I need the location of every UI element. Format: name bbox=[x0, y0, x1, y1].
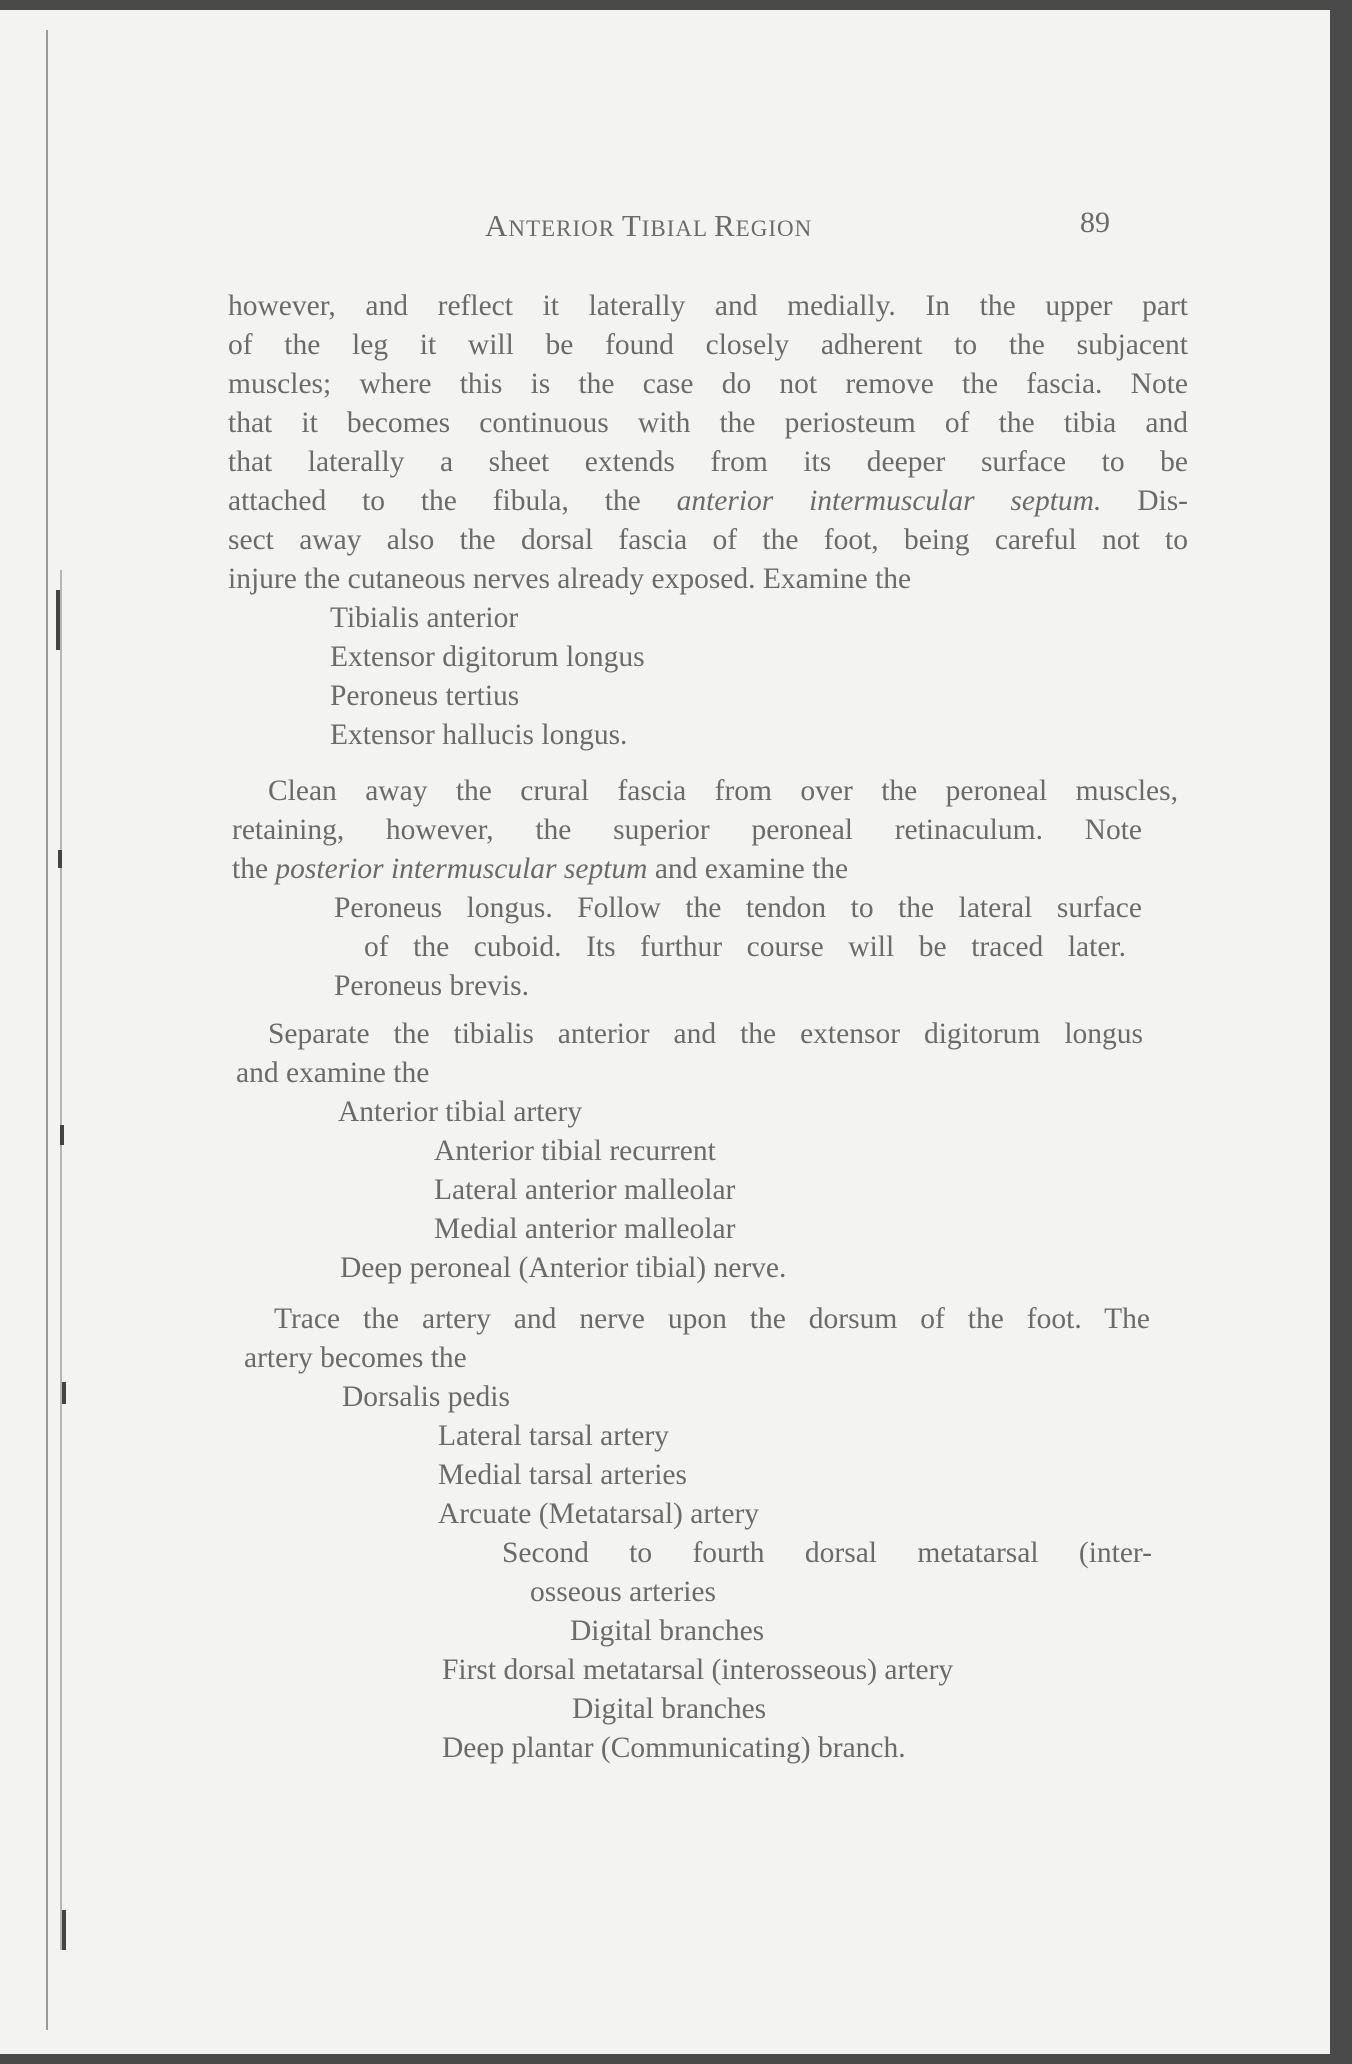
list-subitem: Medial anterior malleolar bbox=[434, 1213, 736, 1245]
paragraph-line: the posterior intermuscular septum and examine the bbox=[232, 853, 849, 885]
list-item: Tibialis anterior bbox=[330, 602, 519, 634]
paragraph-line: and examine the bbox=[236, 1057, 430, 1089]
list-subitem: Medial tarsal arteries bbox=[438, 1459, 687, 1491]
list-item: Dorsalis pedis bbox=[342, 1381, 510, 1413]
list-item: Extensor hallucis longus. bbox=[330, 719, 628, 751]
list-item: Anterior tibial artery bbox=[338, 1096, 583, 1128]
paragraph-line: muscles; where this is the case do not remove the fascia. Note bbox=[228, 368, 1188, 400]
list-subitem: Arcuate (Metatarsal) artery bbox=[438, 1498, 760, 1530]
list-subitem: Lateral tarsal artery bbox=[438, 1420, 669, 1452]
list-item: Peroneus brevis. bbox=[334, 970, 529, 1002]
running-head: ANTERIOR TIBIAL REGION bbox=[485, 208, 813, 243]
list-subsubitem: Digital branches bbox=[572, 1693, 767, 1725]
binding-edge-inner bbox=[60, 570, 62, 1950]
list-subsubsubitem: Digital branches bbox=[570, 1615, 765, 1647]
list-item: Extensor digitorum longus bbox=[330, 641, 645, 673]
paragraph-line: retaining, however, the superior peroneal retinaculum. Note bbox=[232, 814, 1142, 846]
list-subitem: First dorsal metatarsal (interosseous) artery bbox=[442, 1654, 954, 1686]
list-item: Peroneus longus. Follow the tendon to the lateral surface bbox=[334, 892, 1142, 924]
list-item: Peroneus tertius bbox=[330, 680, 520, 712]
binding-mark bbox=[62, 1910, 66, 1950]
list-subsubitem: Second to fourth dorsal metatarsal (inter- bbox=[502, 1537, 1152, 1569]
paragraph-line: that it becomes continuous with the periosteum of the tibia and bbox=[228, 407, 1188, 439]
paragraph-line: that laterally a sheet extends from its deeper surface to be bbox=[228, 446, 1188, 478]
page-number: 89 bbox=[1080, 206, 1110, 239]
binding-mark bbox=[56, 590, 60, 650]
list-item: Deep peroneal (Anterior tibial) nerve. bbox=[340, 1252, 787, 1284]
paragraph-line: artery becomes the bbox=[244, 1342, 467, 1374]
italic-term: posterior intermuscular septum bbox=[275, 853, 648, 885]
paragraph-line: attached to the fibula, the anterior intermuscular septum. Dis- bbox=[228, 485, 1188, 517]
paragraph-line: however, and reflect it laterally and medially. In the upper part bbox=[228, 290, 1188, 322]
paragraph-line: injure the cutaneous nerves already exposed. Examine the bbox=[228, 563, 912, 595]
list-subsubitem-continuation: osseous arteries bbox=[530, 1576, 716, 1608]
binding-edge bbox=[46, 30, 48, 2030]
list-subitem: Lateral anterior malleolar bbox=[434, 1174, 736, 1206]
binding-mark bbox=[60, 1125, 64, 1145]
book-page bbox=[0, 10, 1330, 2054]
paragraph-line: Trace the artery and nerve upon the dorsum of the foot. The bbox=[274, 1303, 1150, 1335]
binding-mark bbox=[58, 850, 62, 868]
paragraph-line: Separate the tibialis anterior and the extensor digitorum longus bbox=[268, 1018, 1143, 1050]
paragraph-line: Clean away the crural fascia from over the peroneal muscles, bbox=[268, 775, 1178, 807]
list-subitem: Deep plantar (Communicating) branch. bbox=[442, 1732, 906, 1764]
paragraph-line: sect away also the dorsal fascia of the foot, being careful not to bbox=[228, 524, 1188, 556]
list-subitem: Anterior tibial recurrent bbox=[434, 1135, 716, 1167]
binding-mark bbox=[62, 1382, 66, 1404]
list-item-continuation: of the cuboid. Its furthur course will be traced later. bbox=[364, 931, 1126, 963]
paragraph-line: of the leg it will be found closely adherent to the subjacent bbox=[228, 329, 1188, 361]
italic-term: anterior intermuscular septum. bbox=[676, 485, 1102, 517]
